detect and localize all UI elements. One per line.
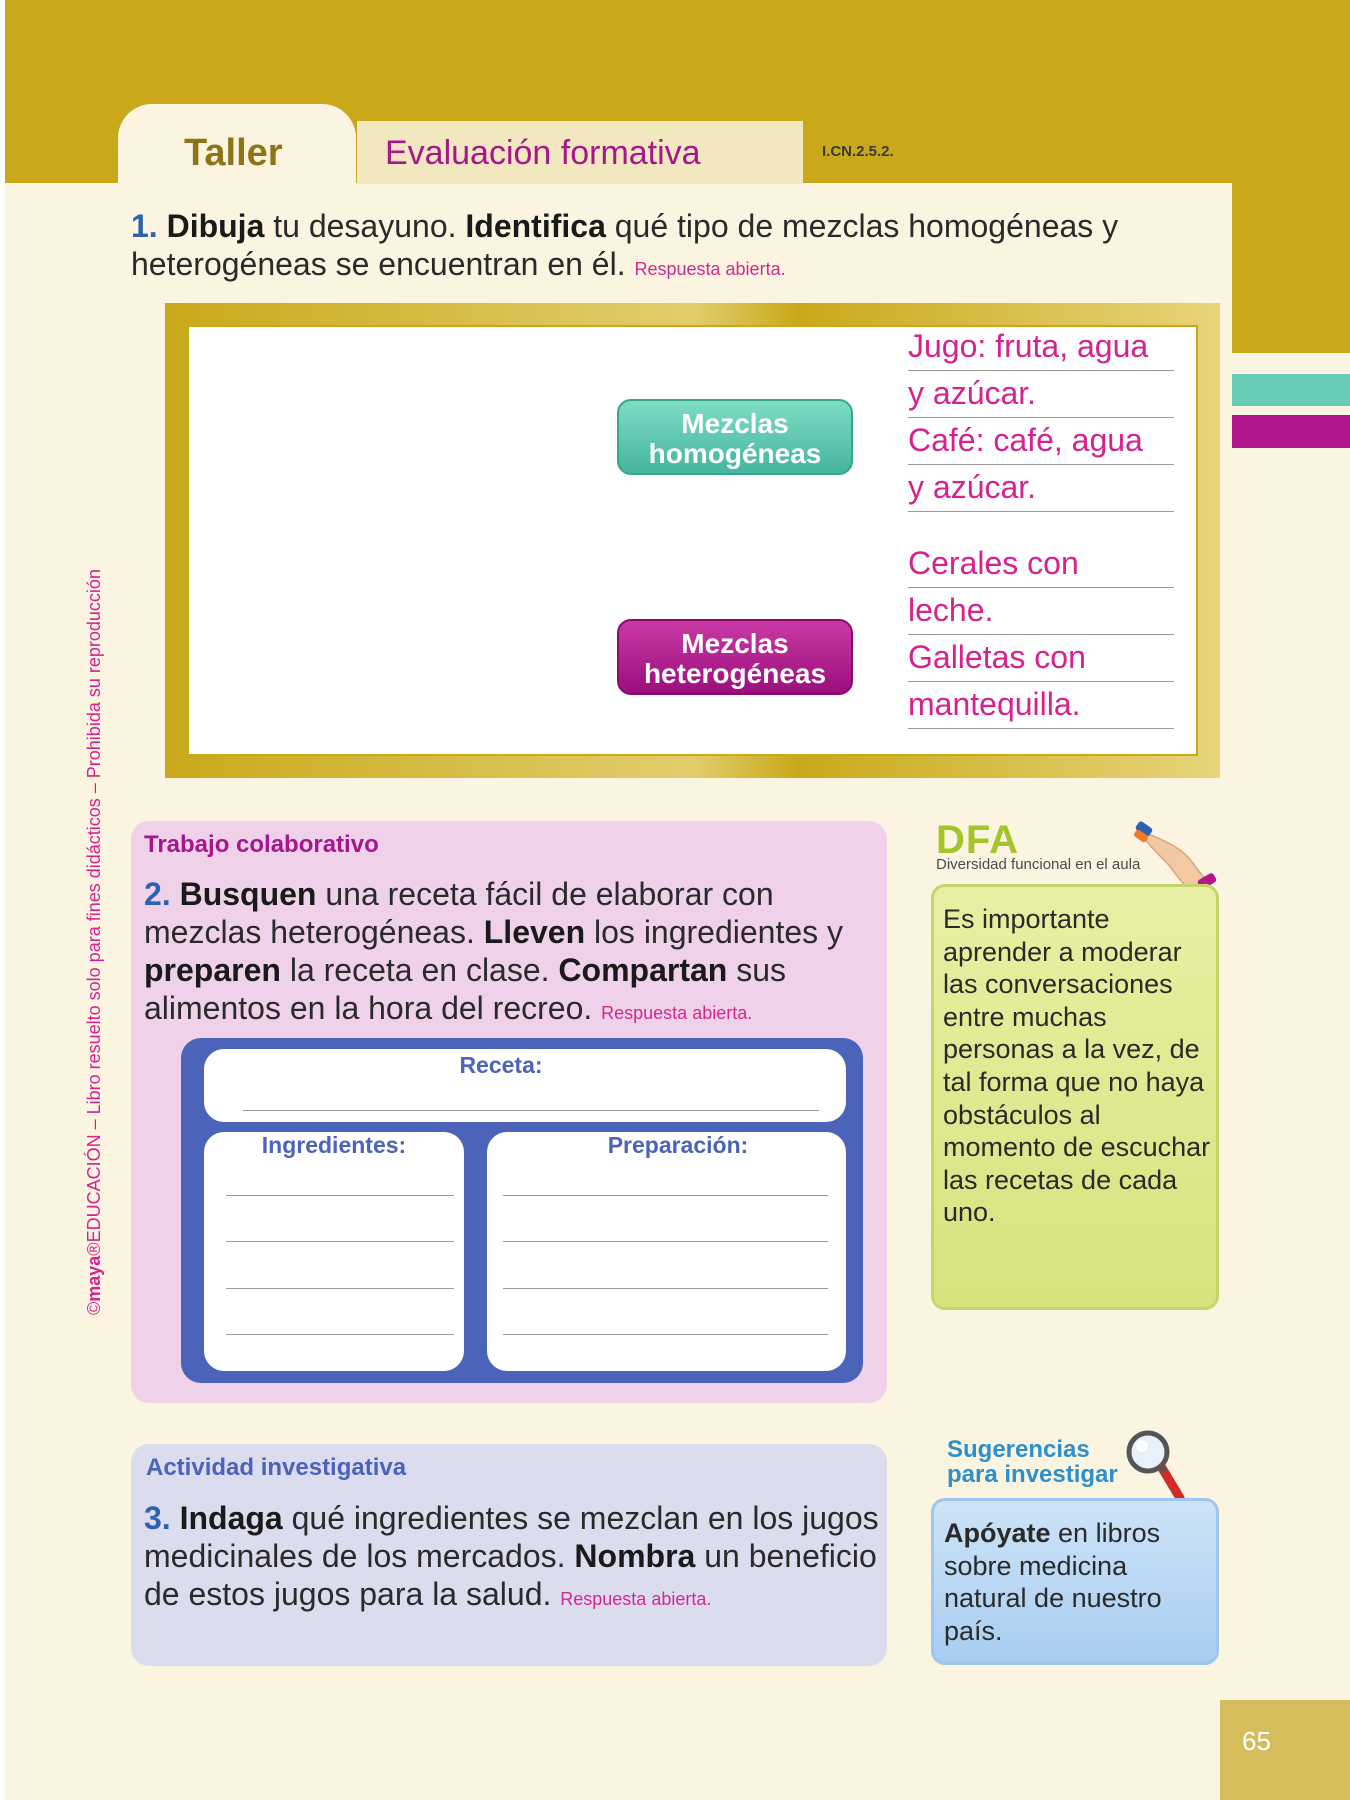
answer-note: Respuesta abierta. bbox=[601, 1003, 753, 1023]
copyright-symbol: © bbox=[84, 1301, 104, 1315]
verb: Identifica bbox=[465, 208, 606, 244]
write-line bbox=[243, 1110, 819, 1111]
heterogeneous-label: Mezclas heterogéneas bbox=[617, 619, 853, 695]
dfa-title: DFA bbox=[936, 818, 1019, 862]
answer-line: leche. bbox=[908, 588, 1174, 635]
stripe-magenta bbox=[1232, 415, 1350, 448]
indicator-code: I.CN.2.5.2. bbox=[822, 143, 894, 160]
page-number: 65 bbox=[1220, 1700, 1350, 1800]
question-text: un beneficio de estos jugos para la salud. bbox=[144, 1538, 877, 1612]
ingredients-label: Ingredientes: bbox=[261, 1132, 407, 1158]
verb: Lleven bbox=[483, 914, 586, 950]
verb: Compartan bbox=[558, 952, 728, 988]
brand-name: maya bbox=[84, 1255, 104, 1302]
answer-line: Café: café, agua bbox=[908, 418, 1174, 465]
preparation-box[interactable] bbox=[487, 1132, 846, 1371]
answer-line: Cerales con bbox=[908, 541, 1174, 588]
question-1 bbox=[131, 207, 1221, 288]
answer-line: y azúcar. bbox=[908, 371, 1174, 418]
answer-note: Respuesta abierta. bbox=[560, 1589, 712, 1609]
question-text: qué tipo de mezclas homogéneas y heterogéneas se encuentran en él. bbox=[131, 208, 1119, 282]
verb: preparen bbox=[144, 952, 281, 988]
verb: Dibuja bbox=[166, 208, 265, 244]
write-line bbox=[503, 1241, 828, 1242]
answer-line: Jugo: fruta, agua bbox=[908, 324, 1174, 371]
answer-line: mantequilla. bbox=[908, 682, 1174, 729]
dfa-text: Es importante aprender a moderar las conversaciones entre muchas personas a la vez, de tal forma que no haya obstáculos al momento de escuchar las recetas de cada uno. bbox=[943, 904, 1211, 1228]
suggestions-text bbox=[944, 1517, 1216, 1647]
page-edge bbox=[0, 0, 5, 1800]
section-label: Trabajo colaborativo bbox=[144, 831, 379, 858]
question-text: qué ingredientes se mezclan en los jugos medicinales de los mercados. bbox=[144, 1500, 879, 1574]
question-number: 3. bbox=[144, 1500, 171, 1536]
question-number: 1. bbox=[131, 208, 158, 244]
tab-taller: Taller bbox=[118, 104, 356, 184]
ingredients-box[interactable] bbox=[204, 1132, 464, 1371]
homogeneous-label: Mezclas homogéneas bbox=[617, 399, 853, 475]
write-line bbox=[503, 1288, 828, 1289]
write-line bbox=[226, 1241, 454, 1242]
copyright-text: ®EDUCACIÓN – Libro resuelto solo para fines didácticos – Prohibida su reproducción bbox=[84, 569, 104, 1256]
right-band bbox=[1232, 183, 1350, 353]
question-text: sus alimentos en la hora del recreo. bbox=[144, 952, 787, 1026]
suggestions-title: Sugerencias para investigar bbox=[947, 1436, 1118, 1488]
question-text: tu desayuno. bbox=[264, 208, 466, 244]
question-text: una receta fácil de elaborar con mezclas heterogéneas. bbox=[144, 876, 774, 950]
write-line bbox=[226, 1334, 454, 1335]
copyright-vertical bbox=[84, 485, 110, 1315]
write-line bbox=[503, 1334, 828, 1335]
question-3 bbox=[144, 1499, 884, 1618]
verb: Indaga bbox=[179, 1500, 283, 1536]
question-2 bbox=[144, 875, 884, 1032]
write-line bbox=[226, 1195, 454, 1196]
stripe-teal bbox=[1232, 374, 1350, 406]
suggestions-body: en libros sobre medicina natural de nuestro país. bbox=[944, 1518, 1162, 1646]
preparation-label: Preparación: bbox=[607, 1132, 749, 1158]
tab-evaluacion-formativa: Evaluación formativa bbox=[357, 121, 803, 184]
dfa-subtitle: Diversidad funcional en el aula bbox=[936, 856, 1141, 873]
question-text: los ingredientes y bbox=[585, 914, 844, 950]
write-line bbox=[226, 1288, 454, 1289]
magnifier-icon bbox=[1122, 1426, 1188, 1506]
question-text: la receta en clase. bbox=[280, 952, 559, 988]
write-line bbox=[503, 1195, 828, 1196]
answer-line: Galletas con bbox=[908, 635, 1174, 682]
answer-line: y azúcar. bbox=[908, 465, 1174, 512]
question-number: 2. bbox=[144, 876, 171, 912]
verb: Busquen bbox=[179, 876, 317, 912]
verb: Nombra bbox=[574, 1538, 696, 1574]
recipe-label: Receta: bbox=[459, 1052, 543, 1078]
answer-note: Respuesta abierta. bbox=[634, 259, 786, 279]
verb: Apóyate bbox=[944, 1518, 1051, 1548]
section-label: Actividad investigativa bbox=[146, 1454, 407, 1481]
